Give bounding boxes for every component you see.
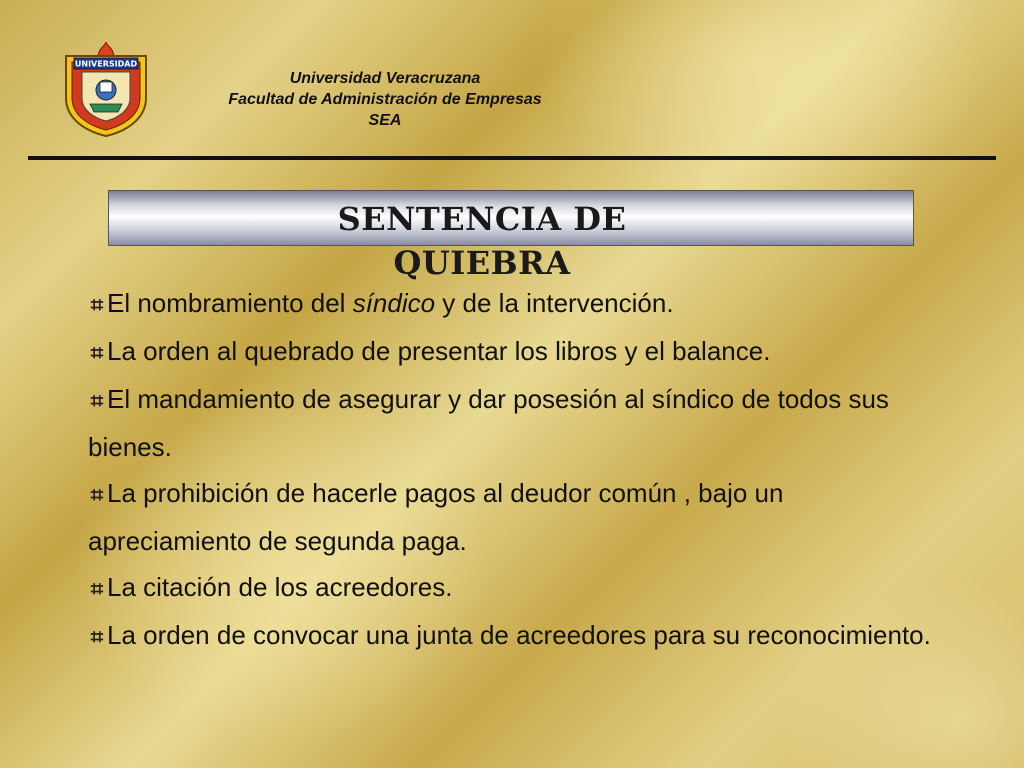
list-item-text-end: y de la intervención. bbox=[435, 288, 674, 318]
slide-title: SENTENCIA DE QUIEBRA bbox=[337, 200, 627, 282]
bullet-icon: ⌗ bbox=[90, 624, 104, 649]
logo-top-text: UNIVERSIDAD bbox=[74, 59, 138, 69]
list-item-text: El mandamiento de asegurar y dar posesión al síndico de todos sus bienes. bbox=[88, 384, 889, 462]
bullet-icon: ⌗ bbox=[90, 388, 104, 413]
list-item-text: La prohibición de hacerle pagos al deudor común , bajo un apreciamiento de segunda paga. bbox=[88, 478, 784, 556]
university-seal-logo bbox=[60, 42, 152, 138]
list-item-text: El nombramiento del bbox=[107, 288, 353, 318]
list-item bbox=[88, 328, 948, 376]
list-item-text: La orden de convocar una junta de acreedores para su reconocimiento. bbox=[107, 620, 931, 650]
list-item-text: La citación de los acreedores. bbox=[107, 572, 453, 602]
bullet-icon: ⌗ bbox=[90, 340, 104, 365]
title-bar bbox=[108, 190, 914, 282]
list-item-text: La orden al quebrado de presentar los libros y el balance. bbox=[107, 336, 771, 366]
bullet-icon: ⌗ bbox=[90, 482, 104, 507]
bullet-icon: ⌗ bbox=[90, 292, 104, 317]
list-item bbox=[88, 612, 948, 660]
list-item bbox=[88, 280, 948, 328]
header-faculty: Facultad de Administración de Empresas bbox=[228, 91, 542, 108]
list-item bbox=[88, 564, 948, 612]
bullet-list bbox=[88, 280, 948, 660]
list-item bbox=[88, 376, 948, 470]
list-item-emphasis: síndico bbox=[352, 288, 436, 318]
header-university: Universidad Veracruzana bbox=[289, 70, 481, 87]
header-divider bbox=[28, 156, 996, 160]
list-item bbox=[88, 470, 948, 564]
institution-header bbox=[180, 68, 590, 131]
header-program: SEA bbox=[368, 112, 402, 129]
bullet-icon: ⌗ bbox=[90, 576, 104, 601]
